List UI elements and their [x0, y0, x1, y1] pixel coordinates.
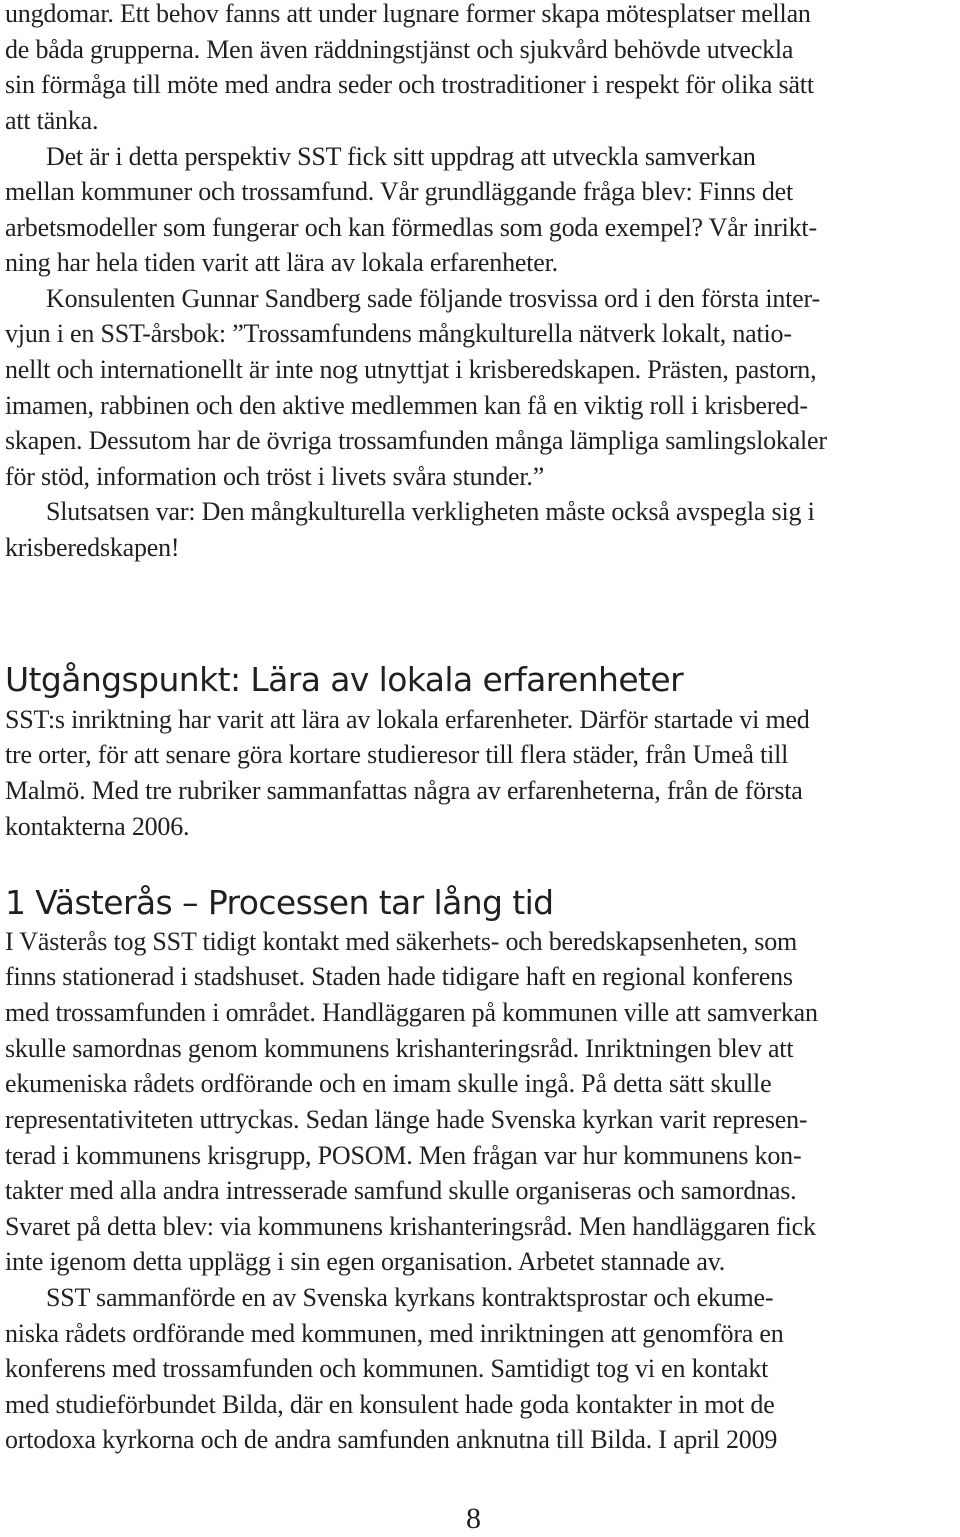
text-line: konferens med trossamfunden och kommunen. Samtidigt tog vi en kontakt — [5, 1354, 769, 1383]
text-line: Slutsatsen var: Den mångkulturella verkligheten måste också avspegla sig i — [46, 497, 815, 526]
text-line: I Västerås tog SST tidigt kontakt med säkerhets- och beredskapsenheten, som — [5, 927, 798, 956]
text-line: takter med alla andra intresserade samfund skulle organiseras och samordnas. — [5, 1176, 797, 1205]
text-line: skapen. Dessutom har de övriga trossamfunden många lämpliga samlingslokaler — [5, 426, 827, 455]
text-line: Konsulenten Gunnar Sandberg sade följande trosvissa ord i den första inter- — [46, 284, 820, 313]
text-line: för stöd, information och tröst i livets svåra stunder.” — [5, 462, 545, 491]
text-line: SST:s inriktning har varit att lära av lokala erfarenheter. Därför startade vi med — [5, 705, 810, 734]
text-line: finns stationerad i stadshuset. Staden hade tidigare haft en regional konferens — [5, 962, 793, 991]
page-number: 8 — [466, 1502, 481, 1535]
text-line: inte igenom detta upplägg i sin egen organisation. Arbetet stannade av. — [5, 1247, 726, 1276]
text-line: representativiteten uttryckas. Sedan länge hade Svenska kyrkan varit represen- — [5, 1105, 808, 1134]
text-line: sin förmåga till möte med andra seder och trostraditioner i respekt för olika sätt — [5, 70, 814, 99]
text-line: vjun i en SST-årsbok: ”Trossamfundens mångkulturella nätverk lokalt, natio- — [5, 319, 792, 348]
text-line: ekumeniska rådets ordförande och en imam skulle ingå. På detta sätt skulle — [5, 1069, 772, 1098]
text-line: arbetsmodeller som fungerar och kan förmedlas som goda exempel? Vår inrikt- — [5, 213, 817, 242]
text-line: mellan kommuner och trossamfund. Vår grundläggande fråga blev: Finns det — [5, 177, 794, 206]
section-heading: Utgångspunkt: Lära av lokala erfarenheter — [5, 660, 684, 699]
text-line: de båda grupperna. Men även räddningstjänst och sjukvård behövde utveckla — [5, 35, 794, 64]
text-line: Malmö. Med tre rubriker sammanfattas några av erfarenheterna, från de första — [5, 776, 803, 805]
text-line: nellt och internationellt är inte nog utnyttjat i krisberedskapen. Prästen, pastorn, — [5, 355, 817, 384]
text-line: niska rådets ordförande med kommunen, med inriktningen att genomföra en — [5, 1319, 784, 1348]
text-line: krisberedskapen! — [5, 533, 180, 562]
text-line: terad i kommunens krisgrupp, POSOM. Men frågan var hur kommunens kon- — [5, 1141, 802, 1170]
text-line: med studieförbundet Bilda, där en konsulent hade goda kontakter in mot de — [5, 1390, 775, 1419]
text-line: Det är i detta perspektiv SST fick sitt uppdrag att utveckla samverkan — [46, 142, 756, 171]
text-line: Svaret på detta blev: via kommunens krishanteringsråd. Men handläggaren fick — [5, 1212, 816, 1241]
text-line: imamen, rabbinen och den aktive medlemmen kan få en viktig roll i krisbered- — [5, 391, 808, 420]
text-line: med trossamfunden i området. Handläggaren på kommunen ville att samverkan — [5, 998, 818, 1027]
text-line: kontakterna 2006. — [5, 812, 190, 841]
text-line: ning har hela tiden varit att lära av lokala erfarenheter. — [5, 248, 558, 277]
text-line: ungdomar. Ett behov fanns att under lugnare former skapa mötesplatser mellan — [5, 0, 811, 28]
text-line: ortodoxa kyrkorna och de andra samfunden anknutna till Bilda. I april 2009 — [5, 1425, 778, 1454]
text-line: skulle samordnas genom kommunens krishanteringsråd. Inriktningen blev att — [5, 1034, 794, 1063]
text-line: att tänka. — [5, 106, 99, 135]
text-line: SST sammanförde en av Svenska kyrkans kontraktsprostar och ekume- — [46, 1283, 774, 1312]
text-line: tre orter, för att senare göra kortare studieresor till flera städer, från Umeå till — [5, 740, 789, 769]
section-heading: 1 Västerås – Processen tar lång tid — [5, 883, 554, 922]
